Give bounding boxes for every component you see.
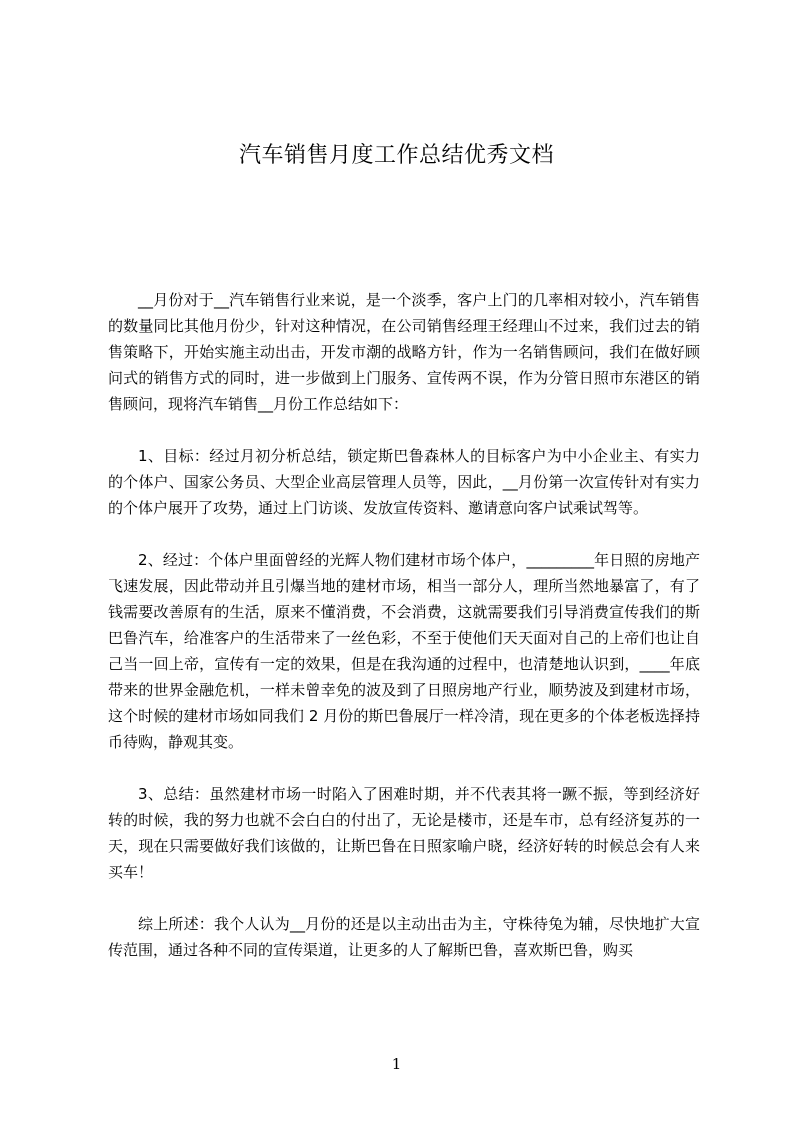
paragraph-summary: 3、总结：虽然建材市场一时陷入了困难时期，并不代表其将一蹶不振，等到经济好转的时候，我的努力也就不会白白的付出了，无论是楼市，还是车市，总有经济复苏的一天，现在只需要做好我们该做的，让斯巴鲁在日照家喻户晓，经济好转的时候总会有人来买车！ — [108, 785, 700, 881]
paragraph-goal: 1、目标：经过月初分析总结，锁定斯巴鲁森林人的目标客户为中小企业主、有实力的个体户、国家公务员、大型企业高层管理人员等，因此，__月份第一次宣传针对有实力的个体户展开了攻势，通过上门访谈、发放宣传资料、邀请意向客户试乘试驾等。 — [108, 447, 700, 517]
document-body — [108, 287, 700, 989]
page-number: 1 — [391, 1055, 402, 1073]
paragraph-intro: __月份对于__汽车销售行业来说，是一个淡季，客户上门的几率相对较小，汽车销售的数量同比其他月份少，针对这种情况，在公司销售经理王经理山不过来，我们过去的销售策略下，开始实施主动出击，开发市潮的战略方针，作为一名销售顾问，我们在做好顾问式的销售方式的同时，进一步做到上门服务、宣传两不误，作为分管日照市东港区的销售顾问，现将汽车销售__月份工作总结如下： — [108, 291, 700, 413]
paragraph-process: 2、经过：个体户里面曾经的光辉人物们建材市场个体户，_________年日照的房地产飞速发展，因此带动并且引爆当地的建材市场，相当一部分人，理所当然地暴富了，有了钱需要改善原有的生活，原来不懂消费，不会消费，这就需要我们引导消费宣传我们的斯巴鲁汽车，给准客户的生活带来了一丝色彩，不至于使他们天天面对自己的上帝们也让自己当一回上帝，宣传有一定的效果，但是在我沟通的过程中，也清楚地认识到，____年底带来的世界金融危机，一样未曾幸免的波及到了日照房地产行业，顺势波及到建材市场，这个时候的建材市场如同我们 2 月份的斯巴鲁展厅一样冷清，现在更多的个体老板选择持币待购，静观其变。 — [108, 551, 700, 751]
paragraph-conclusion: 综上所述：我个人认为__月份的还是以主动出击为主，守株待兔为辅，尽快地扩大宣传范围，通过各种不同的宣传渠道，让更多的人了解斯巴鲁，喜欢斯巴鲁，购买 — [108, 915, 700, 959]
document-title: 汽车销售月度工作总结优秀文档 — [238, 143, 554, 168]
